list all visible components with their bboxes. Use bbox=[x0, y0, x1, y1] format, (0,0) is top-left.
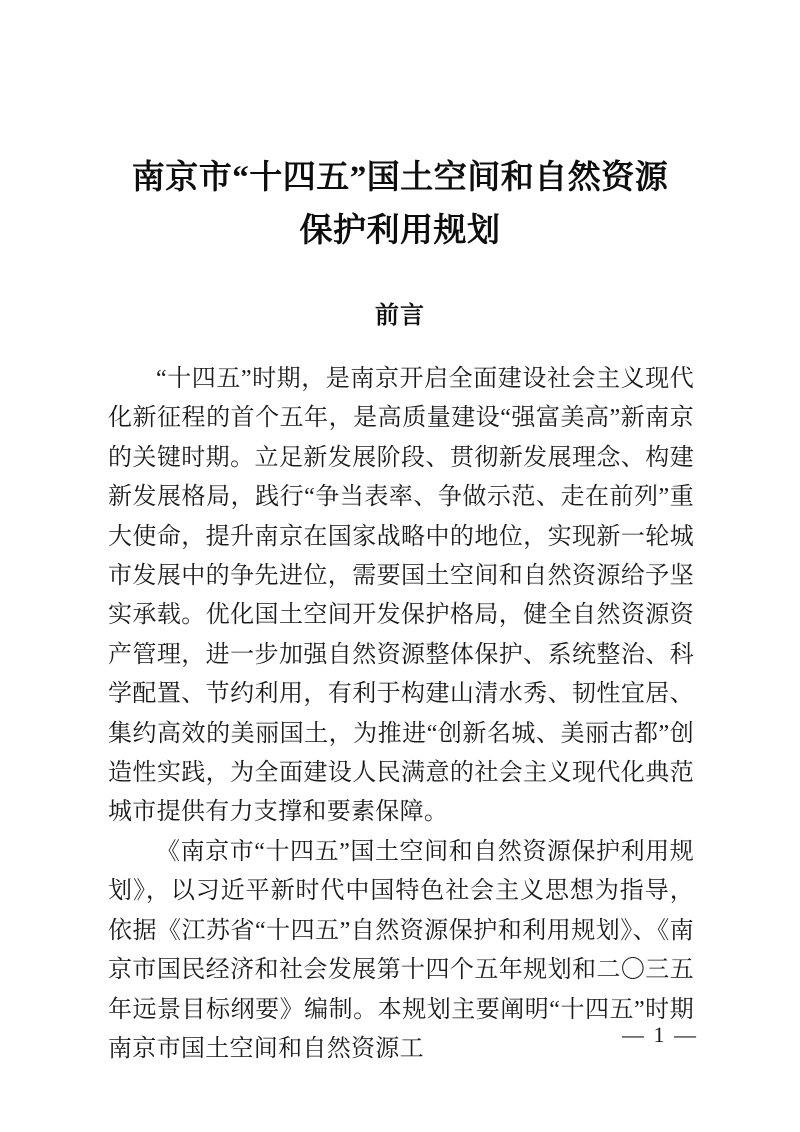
body-text bbox=[108, 360, 694, 1069]
title-line-2: 保护利用规划 bbox=[299, 213, 501, 249]
section-heading-preface: 前言 bbox=[375, 302, 425, 329]
page-title bbox=[100, 152, 700, 258]
paragraph-2: 《南京市“十四五”国土空间和自然资源保护利用规划》，以习近平新时代中国特色社会主义思想为指导，依据《江苏省“十四五”自然资源保护和利用规划》、《南京市国民经济和社会发展第十四个五年规划和二〇三五年远景目标纲要》编制。本规划主要阐明“十四五”时期南京市国土空间和自然资源工 bbox=[108, 838, 694, 1062]
title-line-1: 南京市“十四五”国土空间和自然资源 bbox=[131, 160, 669, 196]
paragraph-1: “十四五”时期，是南京开启全面建设社会主义现代化新征程的首个五年，是高质量建设“强富美高”新南京的关键时期。立足新发展阶段、贯彻新发展理念、构建新发展格局，践行“争当表率、争做示范、走在前列”重大使命，提升南京在国家战略中的地位，实现新一轮城市发展中的争先进位，需要国土空间和自然资源给予坚实承载。优化国土空间开发保护格局，健全自然资源资产管理，进一步加强自然资源整体保护、系统整治、科学配置、节约利用，有利于构建山清水秀、韧性宜居、集约高效的美丽国土，为推进“创新名城、美丽古都”创造性实践，为全面建设人民满意的社会主义现代化典范城市提供有力支撑和要素保障。 bbox=[108, 366, 694, 826]
page-number: — 1 — bbox=[622, 1022, 698, 1047]
